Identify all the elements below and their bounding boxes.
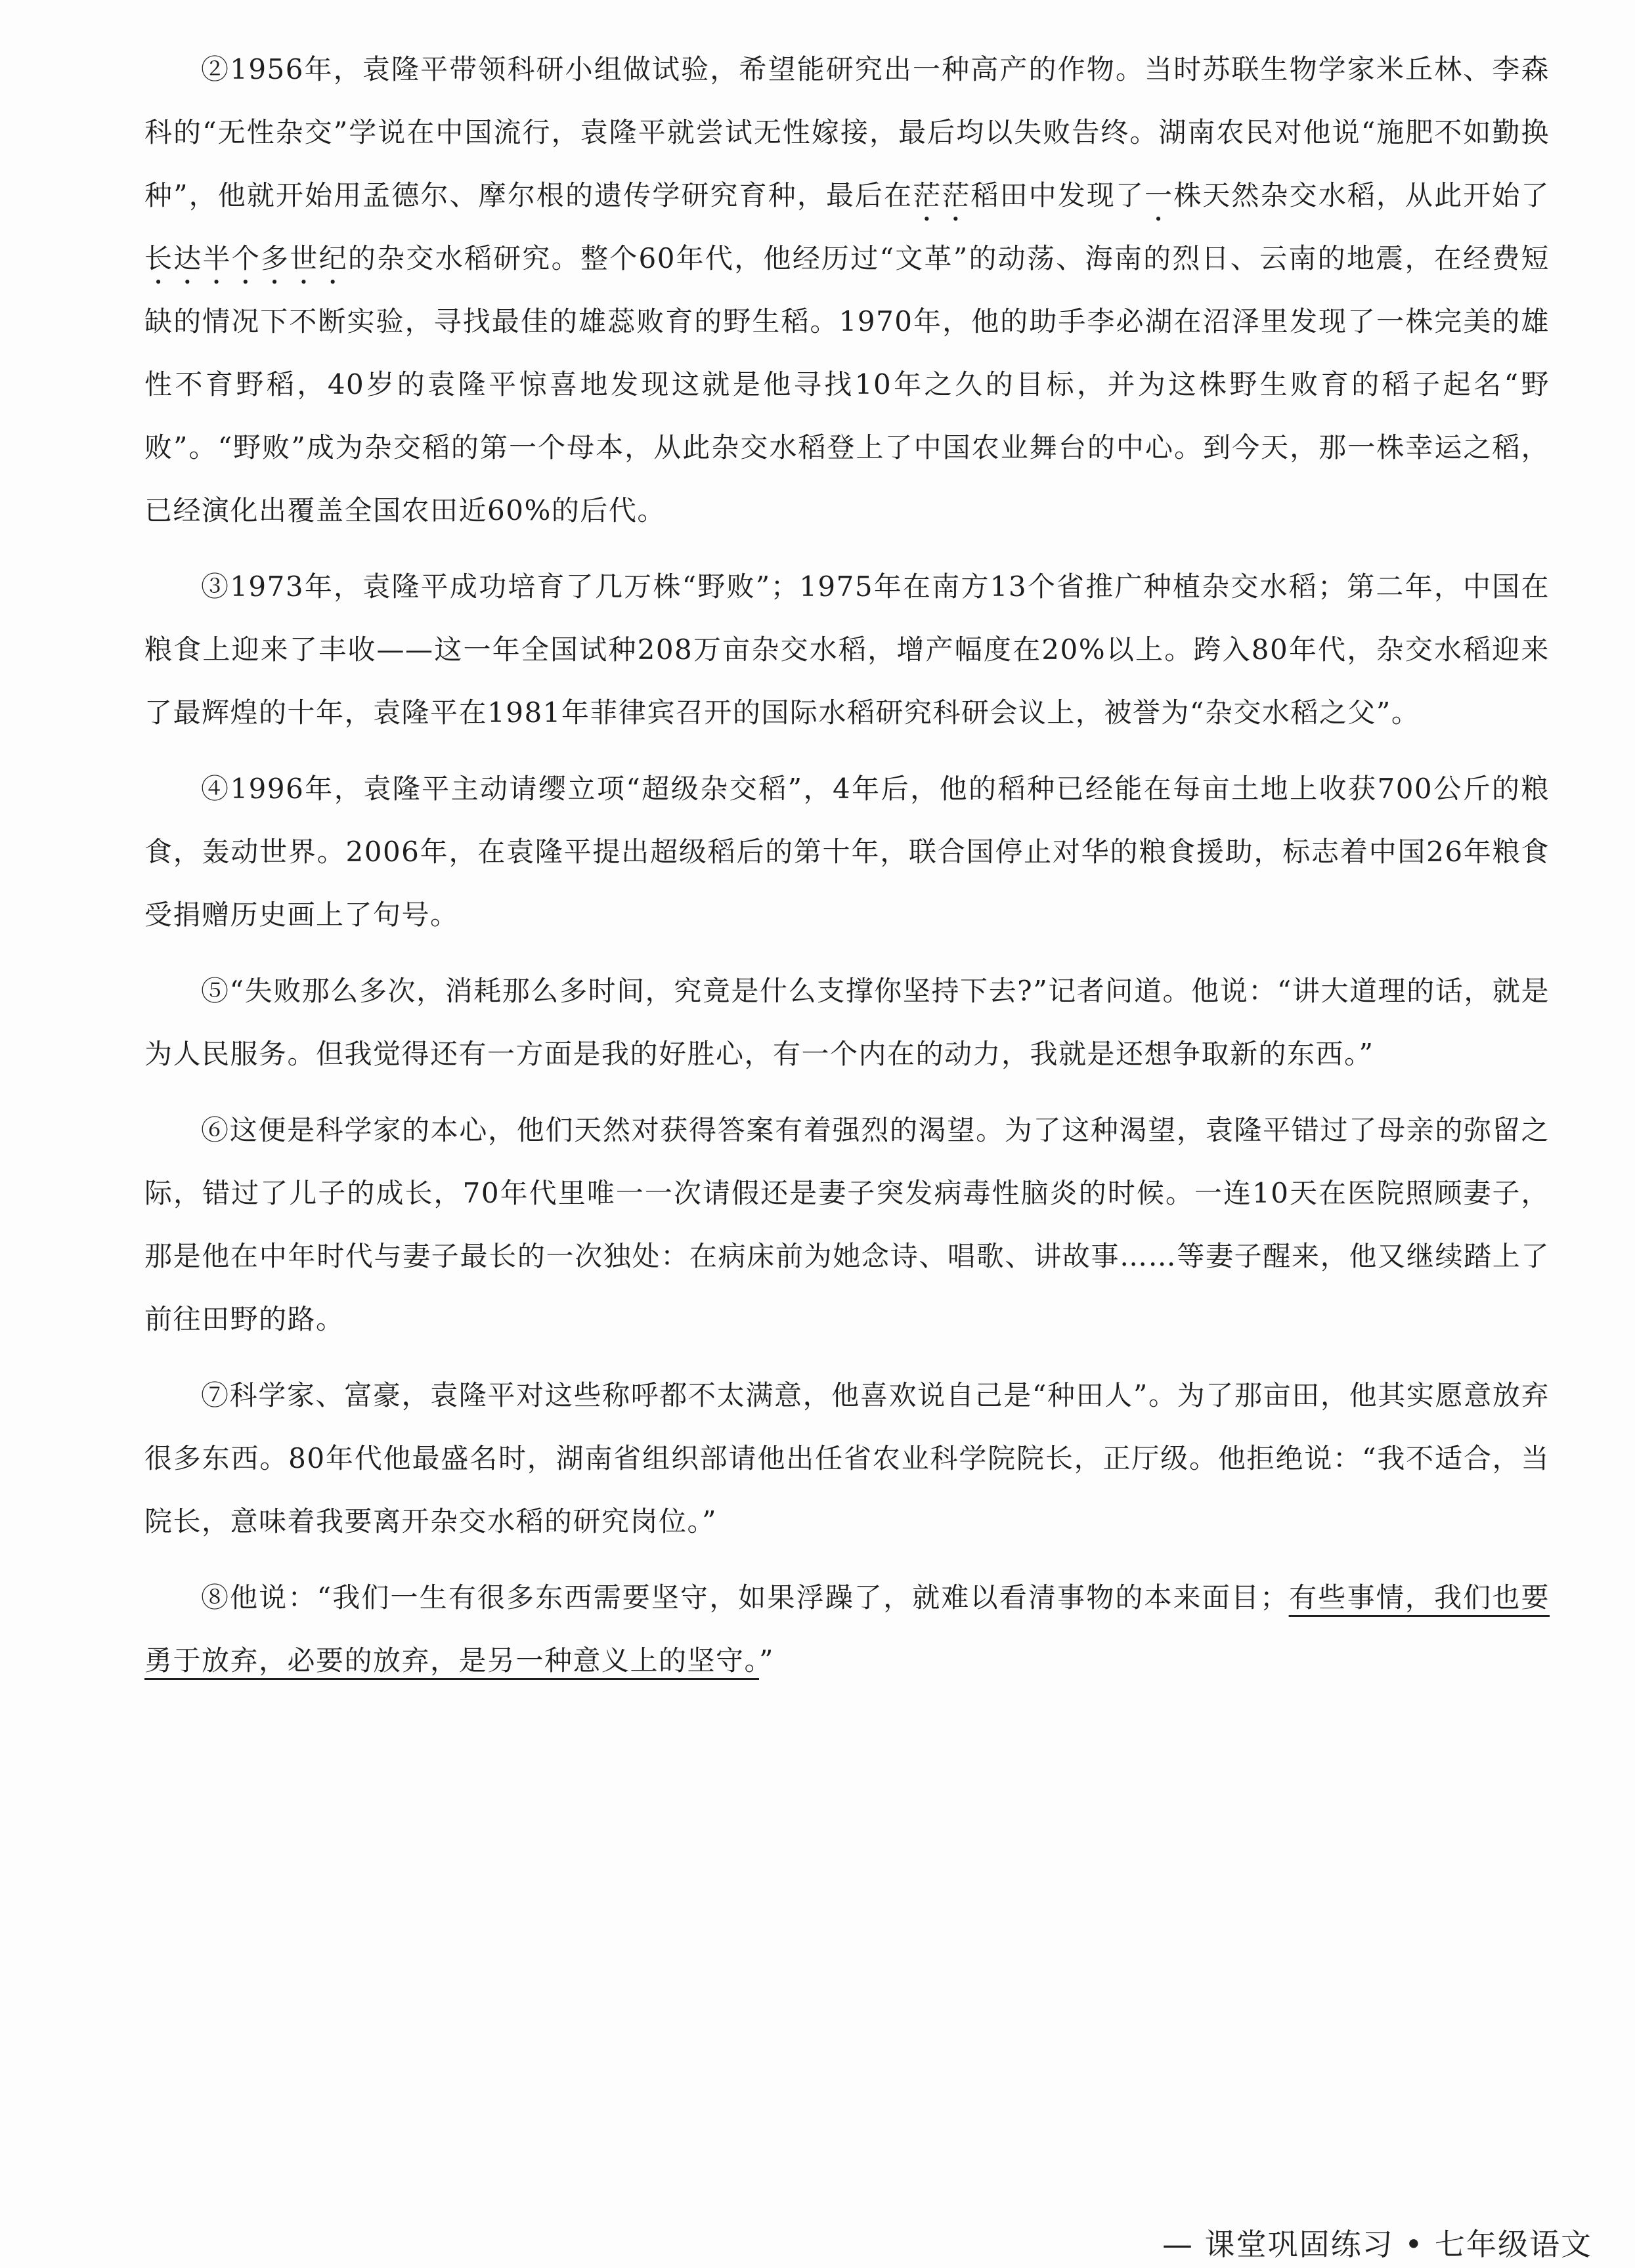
paragraph-4: ④1996年，袁隆平主动请缨立项“超级杂交稻”，4年后，他的稻种已经能在每亩土地上收获700公斤的粮食，轰动世界。2006年，在袁隆平提出超级稻后的第十年，联合国停止对华的粮食援助，标志着中国26年粮食受捐赠历史画上了句号。	[144, 773, 1550, 931]
emphasis-dots-mangmang: 茫茫	[913, 179, 971, 211]
paragraph-3: ③1973年，袁隆平成功培育了几万株“野败”；1975年在南方13个省推广种植杂交水稻；第二年，中国在粮食上迎来了丰收——这一年全国试种208万亩杂交水稻，增产幅度在20%以上。跨入80年代，杂交水稻迎来了最辉煌的十年，袁隆平在1981年菲律宾召开的国际水稻研究科研会议上，被誉为“杂交水稻之父”。	[144, 570, 1550, 729]
paragraph-6: ⑥这便是科学家的本心，他们天然对获得答案有着强烈的渴望。为了这种渴望，袁隆平错过了母亲的弥留之际，错过了儿子的成长，70年代里唯一一次请假还是妻子突发病毒性脑炎的时候。一连10天在医院照顾妻子，那是他在中年时代与妻子最长的一次独处：在病床前为她念诗、唱歌、讲故事……等妻子醒来，他又继续踏上了前往田野的路。	[144, 1114, 1550, 1335]
page-footer: — 课堂巩固练习 • 七年级语文	[1162, 2227, 1592, 2262]
paragraph-5: ⑤“失败那么多次，消耗那么多时间，究竟是什么支撑你坚持下去?”记者问道。他说：“讲大道理的话，就是为人民服务。但我觉得还有一方面是我的好胜心，有一个内在的动力，我就是还想争取新的东西。”	[144, 975, 1550, 1070]
underlined-sentence: 有些事情，我们也要勇于放弃，必要的放弃，是另一种意义上的坚守。	[144, 1581, 1550, 1677]
emphasis-dots-yi: 一	[1144, 179, 1174, 211]
paragraph-8: ⑧他说：“我们一生有很多东西需要坚守，如果浮躁了，就难以看清事物的本来面目；有些事情，我们也要勇于放弃，必要的放弃，是另一种意义上的坚守。”	[144, 1581, 1550, 1677]
emphasis-dots-changda: 长达半个多世纪	[144, 242, 348, 274]
paragraph-7: ⑦科学家、富豪，袁隆平对这些称呼都不太满意，他喜欢说自己是“种田人”。为了那亩田，他其实愿意放弃很多东西。80年代他最盛名时，湖南省组织部请他出任省农业科学院院长，正厅级。他拒绝说：“我不适合，当院长，意味着我要离开杂交水稻的研究岗位。”	[144, 1379, 1550, 1537]
article-body	[144, 38, 1550, 1692]
paragraph-2: ②1956年，袁隆平带领科研小组做试验，希望能研究出一种高产的作物。当时苏联生物学家米丘林、李森科的“无性杂交”学说在中国流行，袁隆平就尝试无性嫁接，最后均以失败告终。湖南农民对他说“施肥不如勤换种”，他就开始用孟德尔、摩尔根的遗传学研究育种，最后在茫茫稻田中发现了一株天然杂交水稻，从此开始了长达半个多世纪的杂交水稻研究。整个60年代，他经历过“文革”的动荡、海南的烈日、云南的地震，在经费短缺的情况下不断实验，寻找最佳的雄蕊败育的野生稻。1970年，他的助手李必湖在沼泽里发现了一株完美的雄性不育野稻，40岁的袁隆平惊喜地发现这就是他寻找10年之久的目标，并为这株野生败育的稻子起名“野败”。“野败”成为杂交稻的第一个母本，从此杂交水稻登上了中国农业舞台的中心。到今天，那一株幸运之稻，已经演化出覆盖全国农田近60%的后代。	[144, 53, 1550, 526]
